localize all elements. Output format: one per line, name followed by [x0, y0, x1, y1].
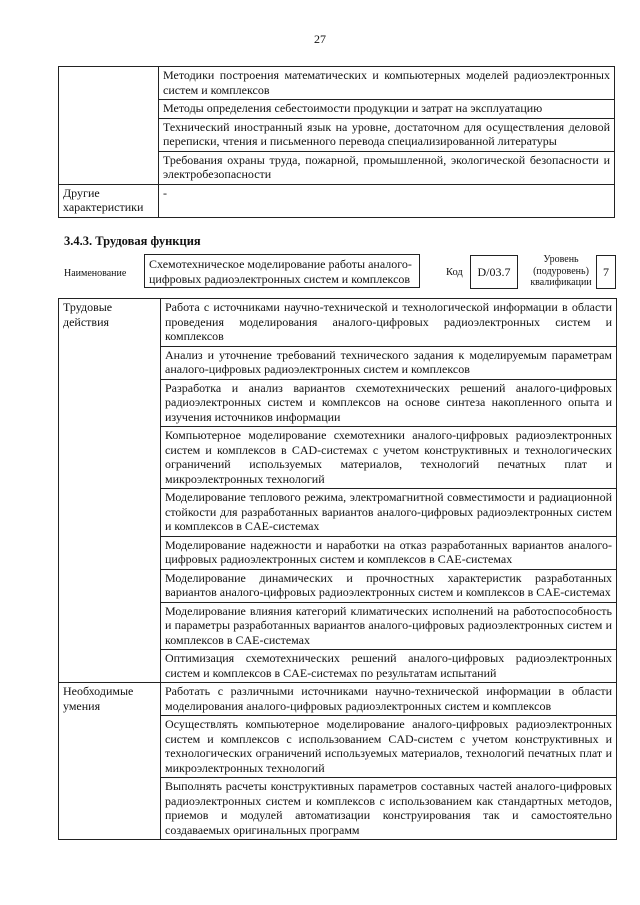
page-number: 27 — [314, 32, 326, 46]
labor-action-cell: Анализ и уточнение требований технического задания к моделируемым параметрам аналого-цифровых радиоэлектронных систем и комплексов — [161, 346, 617, 379]
required-skills-label: Необходимые умения — [59, 683, 161, 840]
labor-action-cell: Моделирование надежности и наработки на отказ разработанных вариантов аналого-цифровых радиоэлектронных систем и комплексов в CAE-системах — [161, 536, 617, 569]
labor-action-cell: Моделирование теплового режима, электромагнитной совместимости и радиационной стойкости для разработанных вариантов аналого-цифровых радиоэлектронных систем и комплексов в CAE-системах — [161, 489, 617, 537]
function-header — [64, 254, 616, 294]
skill-cell: Осуществлять компьютерное моделирование аналого-цифровых радиоэлектронных систем и комплексов с использованием CAD-систем с учетом конструктивных и технологических ограничений используемых материалов, технологий печатных плат и микроэлектронных технологий — [161, 716, 617, 778]
labor-action-cell: Моделирование динамических и прочностных характеристик разработанных вариантов аналого-цифровых радиоэлектронных систем и комплексов в CAE-системах — [161, 569, 617, 602]
name-label: Наименование — [64, 268, 127, 279]
code-value: D/03.7 — [470, 255, 518, 289]
name-value: Схемотехническое моделирование работы аналого-цифровых радиоэлектронных систем и комплексов — [144, 254, 420, 288]
empty-label-cell — [59, 67, 159, 185]
other-characteristics-label: Другие характеристики — [59, 184, 159, 217]
labor-actions-label: Трудовые действия — [59, 299, 161, 683]
labor-action-cell: Моделирование влияния категорий климатических исполнений на работоспособность и параметры разработанных вариантов аналого-цифровых радиоэлектронных систем и комплексов в CAE-системах — [161, 602, 617, 650]
knowledge-cell: Методики построения математических и компьютерных моделей радиоэлектронных систем и комплексов — [159, 67, 615, 100]
skill-cell: Работать с различными источниками научно-технической информации в области моделирования аналого-цифровых радиоэлектронных систем и комплексов — [161, 683, 617, 716]
labor-action-cell: Работа с источниками научно-технической и технологической информации в области проведения моделирования аналого-цифровых радиоэлектронных систем и комплексов — [161, 299, 617, 347]
knowledge-cell: Методы определения себестоимости продукции и затрат на эксплуатацию — [159, 100, 615, 119]
code-label: Код — [446, 267, 463, 278]
table-row — [59, 683, 617, 716]
table-row — [59, 299, 617, 347]
table-row — [59, 67, 615, 100]
level-label: Уровень (подуровень) квалификации — [530, 254, 592, 288]
other-characteristics-value: - — [159, 184, 615, 217]
labor-function-table — [58, 298, 617, 840]
labor-action-cell: Оптимизация схемотехнических решений аналого-цифровых радиоэлектронных систем и комплексов в CAE-системах по результатам испытаний — [161, 650, 617, 683]
labor-action-cell: Разработка и анализ вариантов схемотехнических решений аналого-цифровых радиоэлектронных систем и комплексов на основе синтеза накопленного опыта и изучения источников информации — [161, 379, 617, 427]
level-value: 7 — [596, 255, 616, 289]
skill-cell: Выполнять расчеты конструктивных параметров составных частей аналого-цифровых радиоэлектронных систем и комплексов с использованием как стандартных методов, приемов и модулей автоматизации конструирования так и самостоятельно создаваемых оригинальных программ — [161, 778, 617, 840]
section-heading: 3.4.3. Трудовая функция — [64, 234, 201, 248]
knowledge-cell: Технический иностранный язык на уровне, достаточном для осуществления деловой переписки, чтения и письменного перевода специализированной литературы — [159, 118, 615, 151]
table-row — [59, 184, 615, 217]
knowledge-cell: Требования охраны труда, пожарной, промышленной, экологической безопасности и электробезопасности — [159, 151, 615, 184]
knowledge-table — [58, 66, 615, 218]
labor-action-cell: Компьютерное моделирование схемотехники аналого-цифровых радиоэлектронных систем и комплексов в CAD-системах с учетом конструктивных и технологических ограничений используемых материалов, технологий печатных плат и микроэлектронных технологий — [161, 427, 617, 489]
